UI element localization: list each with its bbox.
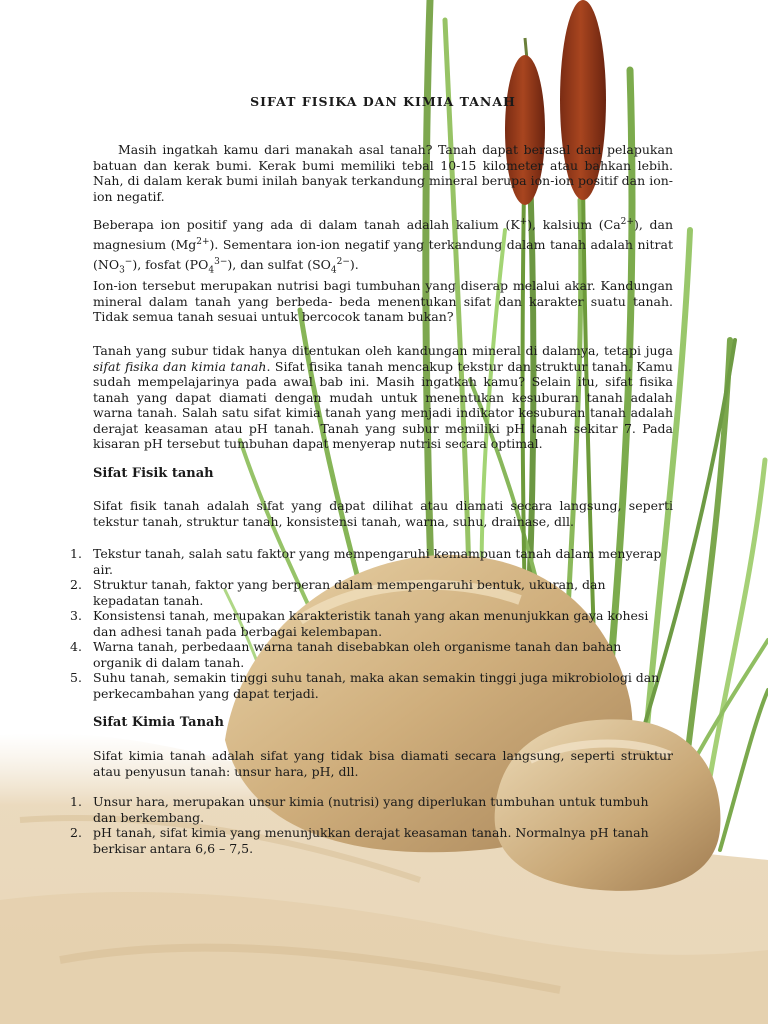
- kimia-list: [70, 794, 673, 856]
- fisik-description: Sifat fisik tanah adalah sifat yang dapat dilihat atau diamati secara langsung, seperti tekstur tanah, struktur tanah, konsistensi tanah, warna, suhu, drainase, dll.: [93, 498, 673, 529]
- list-item: 4. Warna tanah, perbedaan warna tanah disebabkan oleh organisme tanah dan bahan organik di dalam tanah.: [70, 639, 622, 670]
- page-title: SIFAT FISIKA DAN KIMIA TANAH: [250, 94, 516, 109]
- subur-paragraph: Tanah yang subur tidak hanya ditentukan oleh kandungan mineral di dalamya, tetapi juga sifat fisika dan kimia tanah. Sifat fisika tanah mencakup tekstur dan struktur tanah. Kamu sudah mempelajarinya pada awal bab ini. Masih ingatkah kamu? Selain itu, sifat fisika tanah yang dapat diamati dengan mudah untuk menentukan kesuburan tanah adalah warna tanah. Salah satu sifat kimia tanah yang menjadi indikator kesuburan tanah adalah derajat keasaman atau pH tanah. Tanah yang subur memiliki pH tanah sekitar 7. Pada kisaran pH tersebut tumbuhan dapat menyerap nutrisi secara optimal.: [93, 343, 673, 451]
- list-item: 2. pH tanah, sifat kimia yang menunjukkan derajat keasaman tanah. Normalnya pH tanah berkisar antara 6,6 – 7,5.: [70, 825, 649, 856]
- section-heading-fisik: Sifat Fisik tanah: [93, 466, 214, 481]
- nutrisi-paragraph: Ion-ion tersebut merupakan nutrisi bagi tumbuhan yang diserap melalui akar. Kandungan mineral dalam tanah yang berbeda- beda menentukan sifat dan karakter suatu tanah. Tidak semua tanah sesuai untuk bercocok tanam bukan?: [93, 278, 673, 324]
- list-item: 1. Unsur hara, merupakan unsur kimia (nutrisi) yang diperlukan tumbuhan untuk tumbuh dan berkembang.: [70, 794, 649, 825]
- list-item: 3. Konsistensi tanah, merupakan karakteristik tanah yang akan menunjukkan gaya kohesi dan adhesi tanah pada berbagai kelembapan.: [70, 608, 649, 639]
- ions-paragraph: Beberapa ion positif yang ada di dalam tanah adalah kalium (K+), kalsium $(Ca^{2+})$, dan magnesium $(Mg^{2+})$. Sementara ion-ion negatif yang terkandung dalam tanah adalah nitrat $(NO_3^-)$, fosfat $(PO_4^{3-})$, dan sulfat $(SO_4^{2-})$.: [93, 216, 673, 276]
- section-heading-kimia: Sifat Kimia Tanah: [93, 715, 224, 730]
- list-item: 5. Suhu tanah, semakin tinggi suhu tanah, maka akan semakin tinggi juga mikrobiologi dan perkecambahan yang dapat terjadi.: [70, 670, 660, 701]
- intro-paragraph: Masih ingatkah kamu dari manakah asal tanah? Tanah dapat berasal dari pelapukan batuan dan kerak bumi. Kerak bumi memiliki tebal 10-15 kilometer atau bahkan lebih. Nah, di dalam kerak bumi inilah banyak terkandung mineral berupa ion-ion positif dan ion-ion negatif.: [93, 142, 673, 204]
- fisik-list: [70, 546, 673, 701]
- list-item: 1. Tekstur tanah, salah satu faktor yang mempengaruhi kemampuan tanah dalam menyerap air.: [70, 546, 662, 577]
- kimia-description: Sifat kimia tanah adalah sifat yang tidak bisa diamati secara langsung, seperti struktur atau penyusun tanah: unsur hara, pH, dll.: [93, 748, 673, 779]
- list-item: 2. Struktur tanah, faktor yang berperan dalam mempengaruhi bentuk, ukuran, dan kepadatan tanah.: [70, 577, 606, 608]
